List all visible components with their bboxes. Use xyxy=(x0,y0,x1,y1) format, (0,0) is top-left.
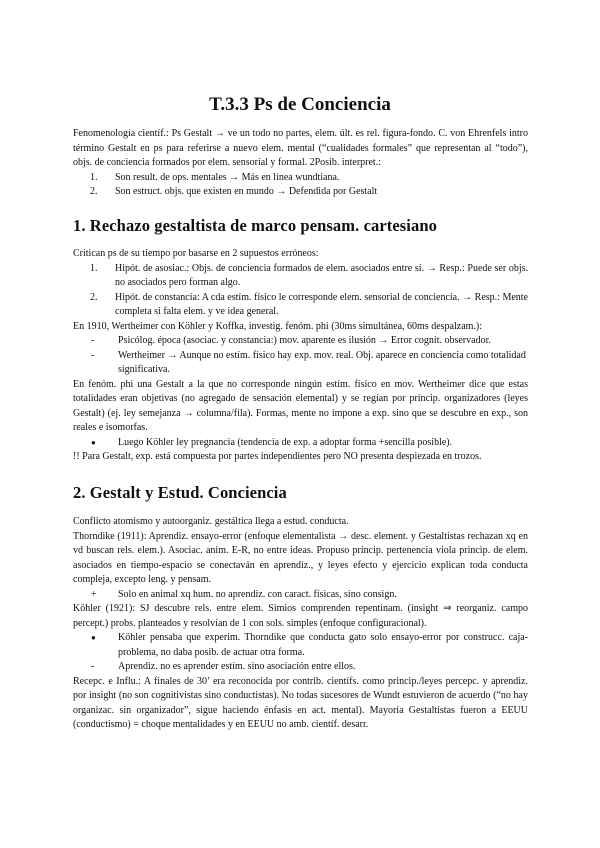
list-text: Wertheimer → Aunque no estím. físico hay exp. mov. real. Obj. aparece en conciencia como totalidad significativa. xyxy=(118,349,526,375)
paragraph: En fenóm. phi una Gestalt a la que no corresponde ningún estím. físico en mov. Wertheimer dice que estas totalidades eran objetivas (no agregado de sensación elemental) y se regían por princip. organizadores (leyes Gestalt) (ej. ley semejanza → columna/fila). Formas, mente no impone a exp. sino que se descubre en exp., son reales e isomorfas. xyxy=(73,378,528,433)
paragraph: !! Para Gestalt, exp. está compuesta por partes independientes pero NO presenta despiezada en trozos. xyxy=(73,451,482,462)
list-item xyxy=(73,291,528,320)
section-2-body xyxy=(73,515,528,733)
list-item xyxy=(73,631,528,660)
list-marker: 2. xyxy=(90,291,98,303)
paragraph: Conflicto atomismo y autoorganiz. gestáltica llega a estud. conducta. xyxy=(73,516,349,527)
list-text: Hipót. de constancia: A cda estím. físico le corresponde elem. sensorial de conciencia. → Resp.: Mente completa si falta elem. y ve idea general. xyxy=(115,291,528,317)
paragraph: Köhler (1921): SJ descubre rels. entre elem. Simios comprenden repentinam. (insight ⇒ reorganiz. campo percept.) probs. planteados y resolvían de 1 con sols. simples (enfoque configuracional). xyxy=(73,603,528,629)
section-heading-2: 2. Gestalt y Estud. Conciencia xyxy=(73,483,287,502)
list-item xyxy=(73,171,528,186)
list-item xyxy=(73,588,528,603)
list-text: Psicólog. época (asociac. y constancia:) mov. aparente es ilusión → Error cognit. observador. xyxy=(118,335,491,346)
list-marker: - xyxy=(91,661,95,672)
list-text: Luego Köhler ley pregnancia (tendencia de exp. a adoptar forma +sencilla posible). xyxy=(118,436,453,448)
list-text: Aprendiz. no es aprender estím. sino asociación entre ellos. xyxy=(118,661,356,672)
list-marker: + xyxy=(91,588,97,600)
list-marker: 2. xyxy=(90,186,98,197)
list-item xyxy=(73,334,528,349)
section-heading-1: 1. Rechazo gestaltista de marco pensam. cartesiano xyxy=(73,216,437,235)
list-item xyxy=(73,349,528,378)
list-item xyxy=(73,185,528,200)
bullet-icon: ● xyxy=(91,437,96,447)
paragraph: Recepc. e Influ.: A finales de 30’ era reconocida por contrib. científs. como princip./leyes percepc. y aprendiz. por insight (no son cognitivistas sino conductistas). No todas sucesores de Wundt estuvieron de acuerdo (“no hay organizac. sin organizador”, sigue haciendo énfasis en act. mental). Mayoría Gestaltistas fueron a EEUU (conductismo) = choque mentalidades y en EEUU no amb. científ. desarr. xyxy=(73,675,528,730)
bullet-icon: ● xyxy=(91,633,96,642)
list-item xyxy=(73,262,528,291)
intro-paragraph: Fenomenología científ.: Ps Gestalt → ve un todo no partes, elem. últ. es rel. figura-fondo. C. von Ehrenfels intro término Gestalt en ps para referirse a nuevo elem. mental (“cualidades formales” que representan al “todo”), objs. de conciencia formados por elem. sensorial y formal. 2Posib. interpret.: xyxy=(73,128,528,168)
list-text: Hipót. de asosiac.: Objs. de conciencia formados de elem. asociados entre sí. → Resp.: Puede ser objs. no asociados pero forman algo. xyxy=(115,262,528,288)
paragraph: Critican ps de su tiempo por basarse en 2 supuestos erróneos: xyxy=(73,248,319,259)
list-marker: - xyxy=(91,349,95,361)
list-text: Son estruct. objs. que existen en mundo → Defendida por Gestalt xyxy=(115,186,378,197)
list-marker: - xyxy=(91,335,95,346)
page-title: T.3.3 Ps de Conciencia xyxy=(209,94,391,115)
list-marker: 1. xyxy=(90,262,98,274)
intro-block xyxy=(73,127,528,200)
list-item xyxy=(73,660,528,675)
list-text: Son result. de ops. mentales → Más en línea wundtiana. xyxy=(115,171,340,183)
paragraph: En 1910, Wertheimer con Köhler y Koffka, investig. fenóm. phi (30ms simultánea, 60ms despalzam.): xyxy=(73,320,483,332)
list-marker: 1. xyxy=(90,171,98,183)
list-text: Solo en animal xq hum. no aprendiz. con caract. físicas, sino consign. xyxy=(118,588,397,600)
paragraph: Thorndike (1911): Aprendiz. ensayo-error (enfoque elementalista → desc. element. y Gestaltistas rechazan xq en vd buscan rels. elem.). Asociac. anim. E-R, no entre ideas. Propuso princip. pertenencia viola princip. de elem. asociados en tiempo-espacio se conectaván en aprendiz., y leyes efecto y ejercicio explican toda conducta compleja, excepto leng. y pensam. xyxy=(73,530,528,585)
section-1-body xyxy=(73,247,528,465)
list-item xyxy=(73,436,528,451)
list-text: Köhler pensaba que experim. Thorndike que conducta gato solo ensayo-error por construcc. caja-problema, no daba posib. de actuar otra forma. xyxy=(118,632,528,658)
